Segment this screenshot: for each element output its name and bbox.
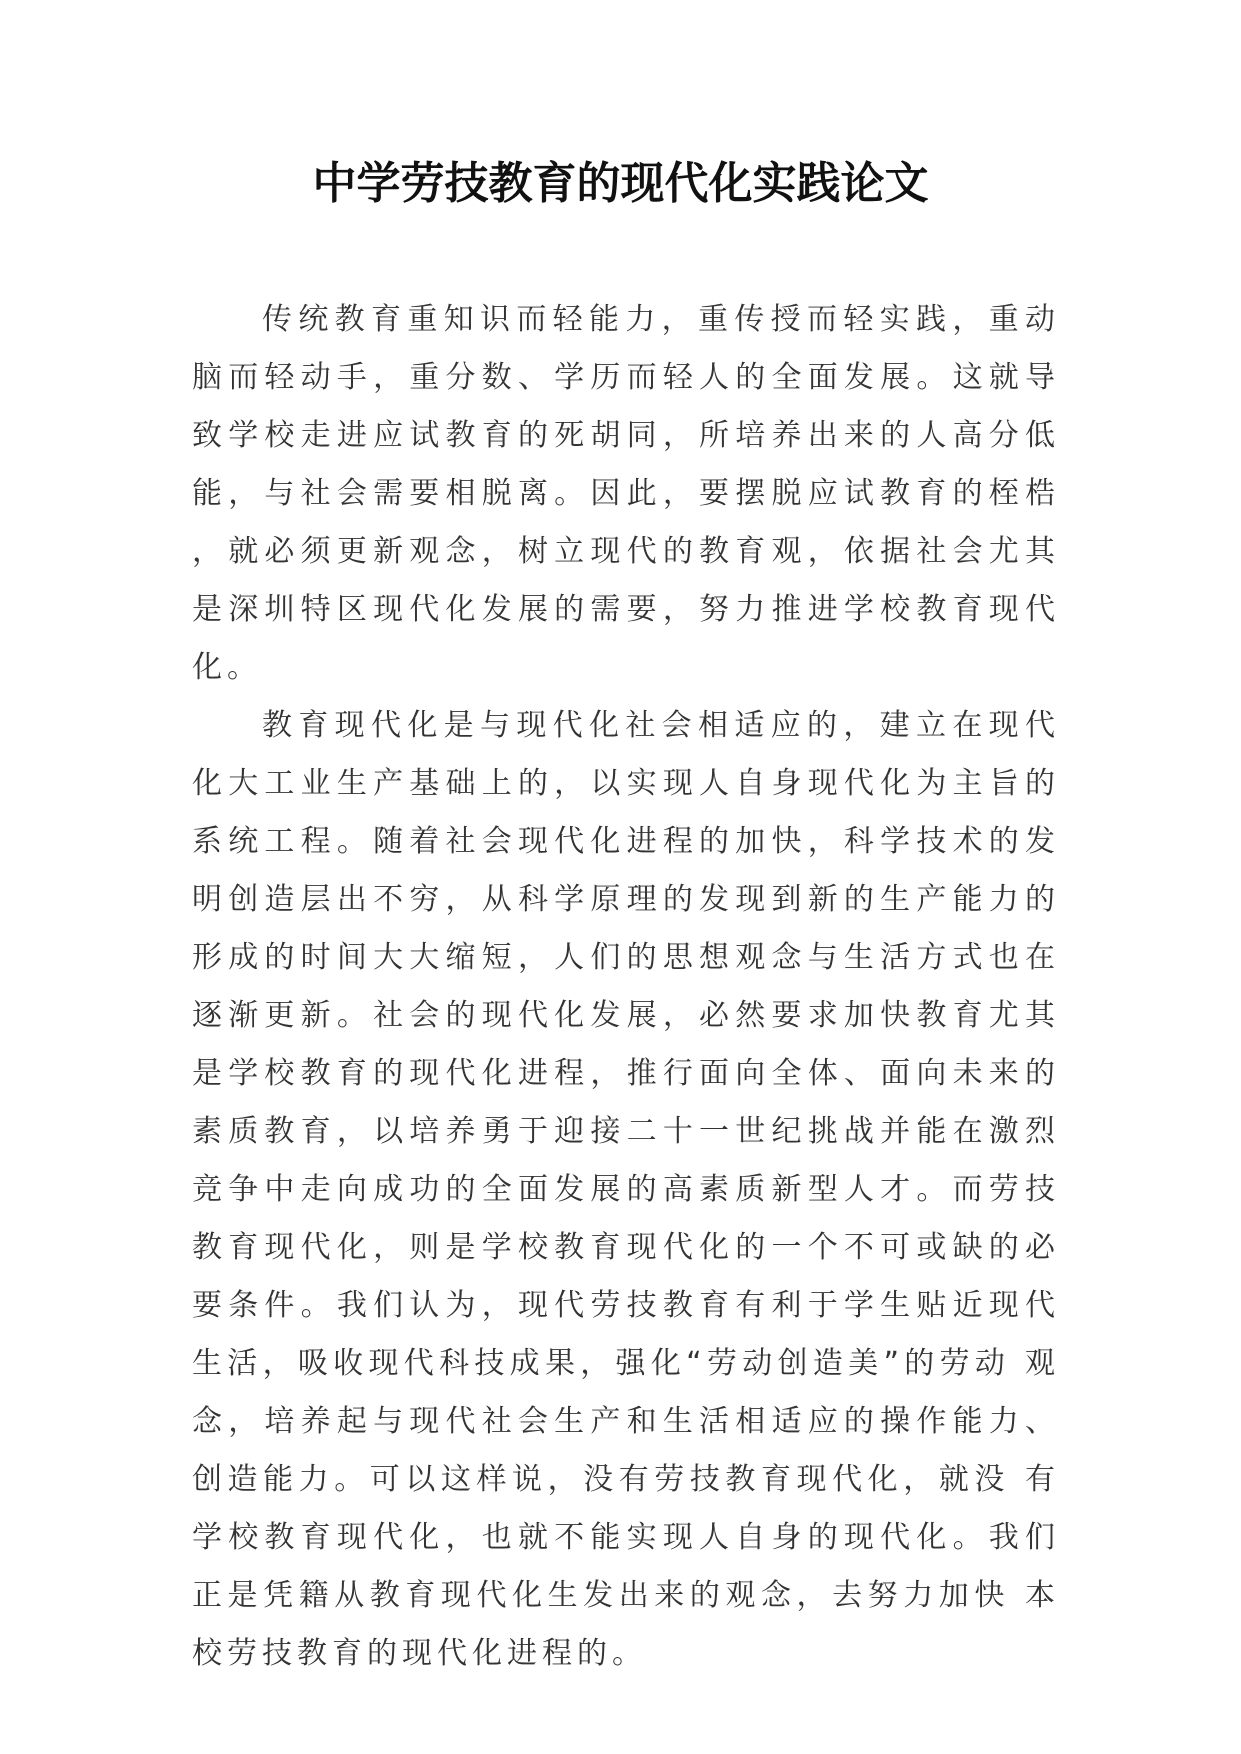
document-title: 中学劳技教育的现代化实践论文	[312, 158, 929, 209]
document-body	[192, 291, 1060, 1683]
paragraph-2: 教育现代化是与现代化社会相适应的，建立在现代化大工业生产基础上的，以实现人自身现代化为主旨的 系统工程。随着社会现代化进程的加快，科学技术的发明创造层出不穷，从科学原理的发现到新的生产能力的 形成的时间大大缩短，人们的思想观念与生活方式也在逐渐更新。社会的现代化发展，必然要求加快教育尤其 是学校教育的现代化进程，推行面向全体、面向未来的素质教育，以培养勇于迎接二十一世纪挑战并能在激烈 竞争中走向成功的全面发展的高素质新型人才。而劳技教育现代化，则是学校教育现代化的一个不可或缺的必 要条件。我们认为，现代劳技教育有利于学生贴近现代生活，吸收现代科技成果，强化“劳动创造美”的劳动 观念，培养起与现代社会生产和生活相适应的操作能力、创造能力。可以这样说，没有劳技教育现代化，就没 有学校教育现代化，也就不能实现人自身的现代化。我们正是凭籍从教育现代化生发出来的观念，去努力加快 本校劳技教育的现代化进程的。	[192, 708, 1060, 1671]
paragraph-1: 传统教育重知识而轻能力，重传授而轻实践，重动脑而轻动手，重分数、学历而轻人的全面发展。这就导 致学校走进应试教育的死胡同，所培养出来的人高分低能，与社会需要相脱离。因此，要摆脱应试教育的桎梏 ，就必须更新观念，树立现代的教育观，依据社会尤其是深圳特区现代化发展的需要，努力推进学校教育现代 化。	[192, 302, 1060, 685]
